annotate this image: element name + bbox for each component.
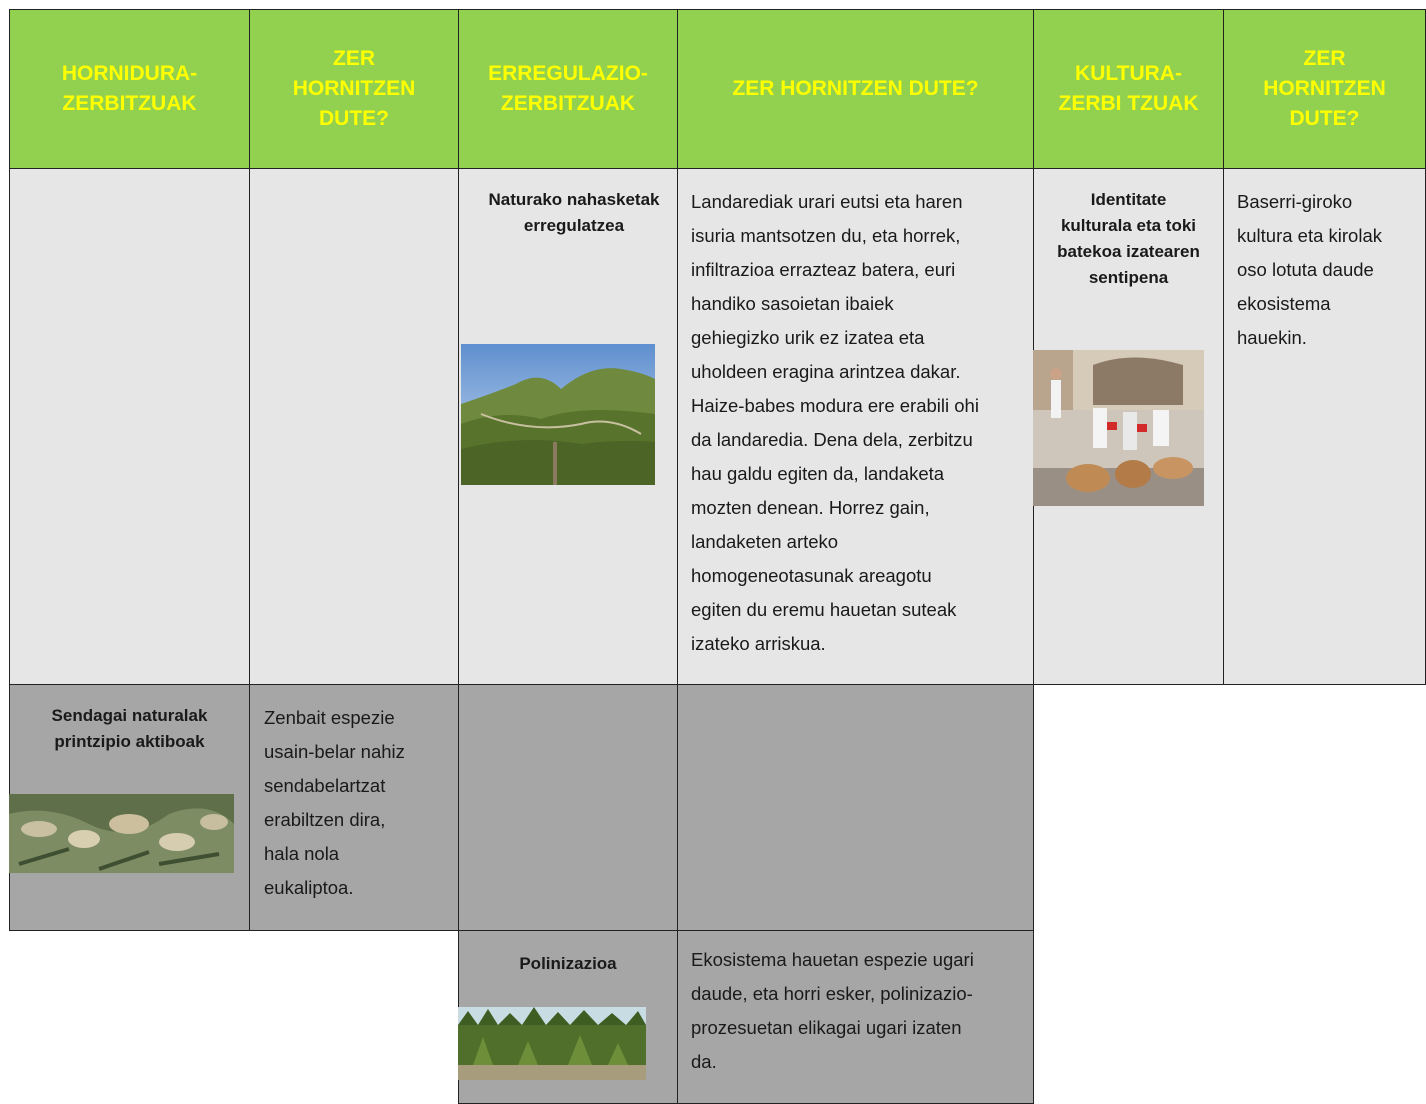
eucalyptus-photo (9, 794, 234, 873)
regulation-description: Landarediak urari eutsi eta haren isuria mantsotzen du, eta horrek, infiltrazioa errazteaz batera, euri handiko sasoietan ibaiek gehiegizko urik ez izatea eta uholdeen eragina arintzea dakar. Haize-babes modura ere erabili ohi da landaredia. Dena dela, zerbitzu hau galdu egiten da, landaketa mozten denean. Horrez gain, landaketen arteko homogeneotasunak areagotu egiten du eremu hauetan suteak izateko arriskua. (691, 191, 979, 654)
row1-provision-desc-empty (249, 168, 459, 685)
provision-title: Sendagai naturalak printzipio aktiboak (51, 706, 208, 751)
hills-landscape-photo (461, 344, 655, 485)
header-provision-services (9, 9, 250, 169)
regulation-title: Naturako nahasketak erregulatzea (488, 190, 660, 235)
header-label: ZER HORNITZEN DUTE? (1263, 47, 1386, 130)
header-label: ERREGULAZIO- ZERBITZUAK (488, 62, 648, 115)
header-what-they-provide-2 (677, 9, 1034, 169)
culture-title: Identitate kulturala eta toki batekoa izatearen sentipena (1057, 190, 1200, 287)
pollination-description-cell (677, 930, 1034, 1104)
row2-regulation-empty (458, 684, 678, 931)
header-label: KULTURA- ZERBI TZUAK (1058, 62, 1199, 115)
header-label: ZER HORNITZEN DUTE? (292, 47, 416, 130)
pine-forest-photo (458, 1007, 646, 1080)
provision-description: Zenbait espezie usain-belar nahiz sendabelartzat erabiltzen dira, hala nola eukaliptoa. (264, 707, 405, 898)
header-what-they-provide-1 (249, 9, 459, 169)
culture-description: Baserri-giroko kultura eta kirolak oso lotuta daude ekosistema hauekin. (1237, 191, 1382, 348)
header-culture-services (1033, 9, 1224, 169)
pollination-title: Polinizazioa (519, 954, 617, 973)
regulation-description-cell (677, 168, 1034, 685)
pine-forest-drawing (458, 1007, 646, 1080)
header-label: HORNIDURA- ZERBITZUAK (61, 62, 198, 115)
header-what-they-provide-3 (1223, 9, 1426, 169)
eucalyptus-drawing (9, 794, 234, 873)
hills-landscape-drawing (461, 344, 655, 485)
provision-description-cell (249, 684, 459, 931)
header-label: ZER HORNITZEN DUTE? (732, 77, 979, 100)
header-regulation-services (458, 9, 678, 169)
culture-description-cell (1223, 168, 1426, 685)
rural-sports-photo (1033, 350, 1204, 506)
rural-sports-drawing (1033, 350, 1204, 506)
row2-regulation-desc-empty (677, 684, 1034, 931)
pollination-description: Ekosistema hauetan espezie ugari daude, eta horri esker, polinizazio- prozesuetan elikagai ugari izaten da. (691, 949, 974, 1072)
row1-provision-empty (9, 168, 250, 685)
